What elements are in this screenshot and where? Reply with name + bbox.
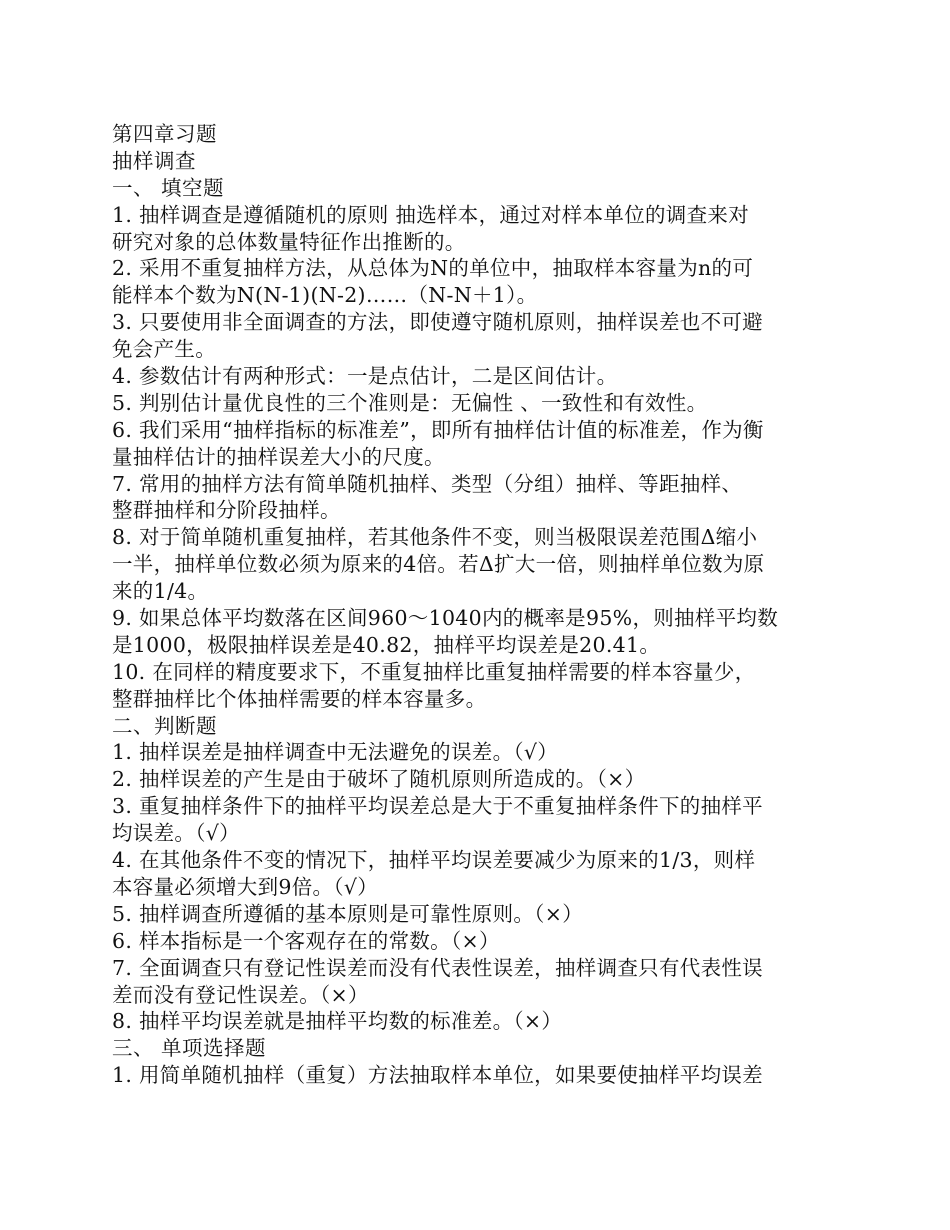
text-line: 研究对象的总体数量特征作出推断的。 (112, 229, 466, 254)
text-line: 量抽样估计的抽样误差大小的尺度。 (112, 444, 445, 469)
text-line: 差而没有登记性误差。（×） (112, 982, 369, 1007)
text-line: 1. 抽样误差是抽样调查中无法避免的误差。（√） (112, 740, 559, 765)
text-line: 一半，抽样单位数必须为原来的4倍。若Δ扩大一倍，则抽样单位数为原 (112, 552, 765, 577)
text-line: 5. 抽样调查所遵循的基本原则是可靠性原则。（×） (112, 901, 584, 926)
text-line: 8. 抽样平均误差就是抽样平均数的标准差。（×） (112, 1009, 563, 1034)
text-line: 7. 常用的抽样方法有简单随机抽样、类型（分组）抽样、等距抽样、 (112, 471, 743, 496)
subject-title: 抽样调查 (112, 148, 196, 173)
text-line: 1. 用简单随机抽样（重复）方法抽取样本单位，如果要使抽样平均误差 (112, 1063, 763, 1088)
text-line: 本容量必须增大到9倍。（√） (112, 874, 379, 899)
section-heading-single-choice: 三、 单项选择题 (112, 1036, 267, 1061)
text-line: 整群抽样和分阶段抽样。 (112, 498, 341, 523)
text-line: 9. 如果总体平均数落在区间960～1040内的概率是95%，则抽样平均数 (112, 606, 779, 631)
text-line: 是1000，极限抽样误差是40.82，抽样平均误差是20.41。 (112, 632, 661, 657)
text-line: 免会产生。 (112, 337, 216, 362)
text-line: 4. 参数估计有两种形式：一是点估计，二是区间估计。 (112, 364, 618, 389)
text-line: 5. 判别估计量优良性的三个准则是：无偏性 、一致性和有效性。 (112, 390, 708, 415)
text-line: 7. 全面调查只有登记性误差而没有代表性误差，抽样调查只有代表性误 (112, 955, 763, 980)
text-line: 3. 重复抽样条件下的抽样平均误差总是大于不重复抽样条件下的抽样平 (112, 794, 763, 819)
text-line: 6. 我们采用“抽样指标的标准差”，即所有抽样估计值的标准差，作为衡 (112, 417, 764, 442)
text-line: 整群抽样比个体抽样需要的样本容量多。 (112, 686, 487, 711)
text-line: 均误差。（√） (112, 821, 240, 846)
fill-blank-section (112, 202, 842, 713)
section-heading-true-false: 二、判断题 (112, 713, 217, 738)
text-line: 4. 在其他条件不变的情况下，抽样平均误差要减少为原来的1/3，则样 (112, 848, 756, 873)
text-line: 能样本个数为N(N-1)(N-2)……（N-N＋1）。 (112, 283, 538, 308)
single-choice-section (112, 1062, 842, 1089)
text-line: 来的1/4。 (112, 579, 209, 604)
text-line: 6. 样本指标是一个客观存在的常数。（×） (112, 928, 500, 953)
text-line: 8. 对于简单随机重复抽样，若其他条件不变，则当极限误差范围Δ缩小 (112, 525, 758, 550)
text-line: 1. 抽样调查是遵循随机的原则 抽选样本，通过对样本单位的调查来对 (112, 202, 749, 227)
text-line: 2. 采用不重复抽样方法，从总体为N的单位中，抽取样本容量为n的可 (112, 256, 754, 281)
text-line: 3. 只要使用非全面调查的方法，即使遵守随机原则，抽样误差也不可避 (112, 310, 763, 335)
chapter-title: 第四章习题 (112, 122, 217, 146)
true-false-section (112, 739, 842, 1035)
text-line: 10. 在同样的精度要求下，不重复抽样比重复抽样需要的样本容量少， (112, 659, 756, 684)
text-line: 2. 抽样误差的产生是由于破坏了随机原则所造成的。（×） (112, 767, 646, 792)
section-heading-fill-blank: 一、 填空题 (112, 175, 225, 200)
